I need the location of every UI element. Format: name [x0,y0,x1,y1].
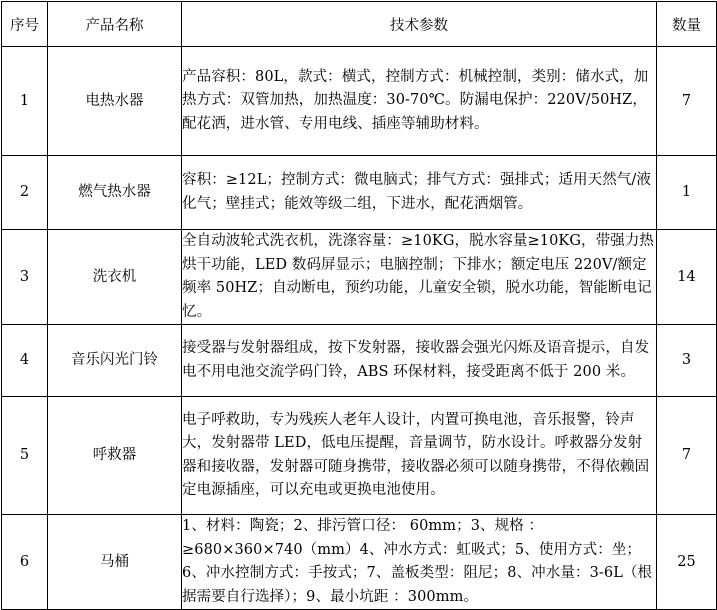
row-no: 3 [2,230,48,325]
row-qty: 7 [657,47,717,156]
row-qty: 7 [657,397,717,515]
row-spec: 全自动波轮式洗衣机，洗涤容量：≥10KG，脱水容量≥10KG，带强力热烘干功能，LED 数码屏显示；电脑控制；下排水；额定电压 220V/额定频率 50HZ；自动断电，预约功能，儿童安全锁，脱水功能，智能断电记忆。 [182,230,657,325]
table-row [2,325,717,397]
row-spec: 电子呼救助，专为残疾人老年人设计，内置可换电池，音乐报警，铃声大，发射器带 LED，低电压提醒，音量调节，防水设计。呼救器分发射器和接收器，发射器可随身携带，接收器必须可以随身携带，不得依赖固定电源插座，可以充电或更换电池使用。 [182,397,657,515]
table-row [2,230,717,325]
header-spec: 技术参数 [182,2,657,47]
table-row [2,397,717,515]
row-qty: 1 [657,156,717,230]
header-no: 序号 [2,2,48,47]
table-row [2,156,717,230]
row-spec: 产品容积：80L，款式：横式，控制方式：机械控制，类别：储水式，加热方式：双管加热，加热温度：30-70℃。防漏电保护：220V/50HZ，配花洒，进水管、专用电线、插座等辅助材料。 [182,47,657,156]
row-name: 呼救器 [48,397,182,515]
row-qty: 14 [657,230,717,325]
product-spec-table [1,1,717,610]
row-name: 燃气热水器 [48,156,182,230]
header-qty: 数量 [657,2,717,47]
table-row [2,515,717,610]
row-no: 2 [2,156,48,230]
row-spec: 接受器与发射器组成，按下发射器，接收器会强光闪烁及语音提示，自发电不用电池交流学码门铃，ABS 环保材料，接受距离不低于 200 米。 [182,325,657,397]
row-qty: 3 [657,325,717,397]
row-no: 1 [2,47,48,156]
row-spec: 1、材料：陶瓷；2、排污管口径： 60mm；3、规格 ：≥680×360×740（mm）4、冲水方式：虹吸式；5、使用方式：坐；6、冲水控制方式：手按式；7、盖板类型：阻尼；8、冲水量：3-6L（根据需要自行选择）；9、最小坑距 ：300mm。 [182,515,657,610]
row-name: 洗衣机 [48,230,182,325]
row-no: 5 [2,397,48,515]
row-no: 4 [2,325,48,397]
row-name: 音乐闪光门铃 [48,325,182,397]
table-row [2,47,717,156]
header-row [2,2,717,47]
row-no: 6 [2,515,48,610]
row-name: 电热水器 [48,47,182,156]
row-qty: 25 [657,515,717,610]
row-name: 马桶 [48,515,182,610]
header-name: 产品名称 [48,2,182,47]
row-spec: 容积：≥12L；控制方式：微电脑式；排气方式：强排式；适用天然气/液化气；壁挂式；能效等级二组，下进水，配花洒烟管。 [182,156,657,230]
